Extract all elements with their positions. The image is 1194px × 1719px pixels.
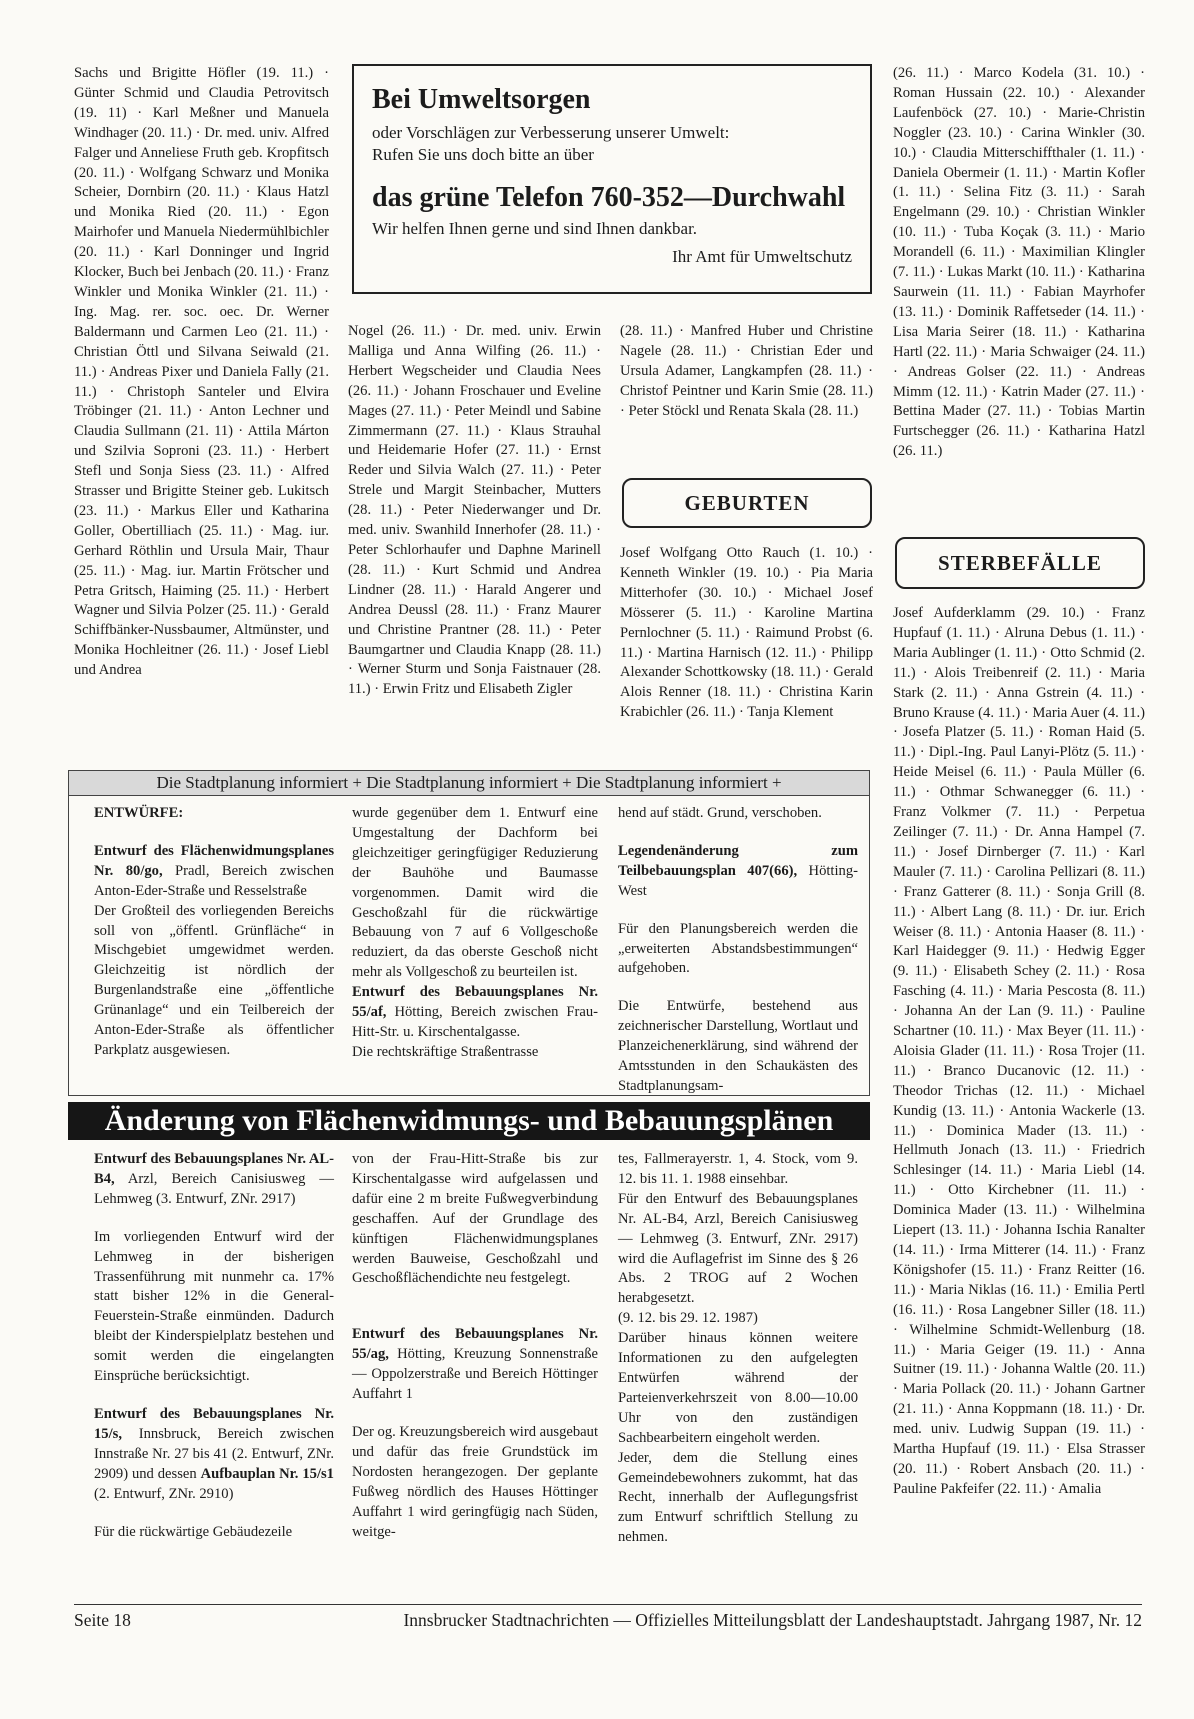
entwurf-55ag bbox=[352, 1325, 598, 1405]
entwurf-55ag-area: Hötting, Kreuzung Sonnenstraße — Oppolzerstraße und Bereich Höttinger Auffahrt 1 bbox=[352, 1346, 598, 1403]
legendenaenderung-title: Legendenänderung zum Teilbebauungsplan 407(66), bbox=[618, 842, 858, 879]
geburten-text: Josef Wolfgang Otto Rauch (1. 10.) · Kenneth Winkler (19. 10.) · Pia Maria Mitterhofer (30. 10.) · Michael Josef Mösserer (5. 11.) · Karoline Martina Pernlochner (5. 11.) · Raimund Probst (6. 11.) · Martina Harnisch (12. 11.) · Philipp Alexander Schottkowsky (18. 11.) · Gerald Alois Renner (18. 11.) · Christina Karin Krabichler (26. 11.) · Tanja Klement bbox=[620, 545, 873, 721]
entwurf-alb4-text: Im vorliegenden Entwurf wird der Lehmweg in der bisherigen Trassenführung mit nunmehr ca. 17% statt bisher 12% in die General-Feuerstein-Straße einmünden. Dadurch bleibt der Kinderspielplatz bestehen und somit werden die eingelangten Einsprüche berücksichtigt. bbox=[94, 1228, 334, 1385]
aenderung-col3-text3: (9. 12. bis 29. 12. 1987) bbox=[618, 1310, 758, 1327]
entwurf-55af-text: Die rechtskräftige Straßentrasse bbox=[352, 1043, 539, 1060]
entwurf-15s-title: Entwurf des Bebauungsplanes Nr. 15/s, bbox=[94, 1405, 334, 1442]
umwelt-line-2: Rufen Sie uns doch bitte an über bbox=[372, 145, 594, 164]
entwurf-15s bbox=[94, 1405, 334, 1505]
sterbefaelle-column bbox=[893, 604, 1145, 1500]
entwurf-alb4 bbox=[94, 1150, 334, 1210]
aufbauplan-area: (2. Entwurf, ZNr. 2910) bbox=[94, 1485, 234, 1502]
entwuerfe-heading: ENTWÜRFE: bbox=[94, 805, 184, 821]
legendenaenderung-text: Für den Planungsbereich werden die „erweiterten Abstandsbestimmungen“ aufgehoben. bbox=[618, 920, 858, 977]
entwurf-80go-area: Pradl, Bereich zwischen Anton-Eder-Straße und Resselstraße bbox=[94, 862, 335, 899]
aenderung-col-3 bbox=[618, 1150, 858, 1548]
stadtplanung-col-1 bbox=[94, 804, 334, 1061]
umwelt-line-3: Wir helfen Ihnen gerne und sind Ihnen dankbar. bbox=[372, 219, 698, 238]
publication-line: Innsbrucker Stadtnachrichten — Offizielles Mitteilungsblatt der Landeshauptstadt. Jahrgang 1987, Nr. 12 bbox=[403, 1610, 1142, 1630]
entwurf-alb4-title: Entwurf des Bebauungsplanes Nr. AL-B4, bbox=[94, 1151, 334, 1187]
entwurf-80go-title: Entwurf des Flächenwidmungsplanes Nr. 80/go, bbox=[94, 842, 334, 879]
aenderung-col-2 bbox=[352, 1150, 598, 1542]
stadtplanung-col-2 bbox=[352, 804, 598, 1063]
geburten-column bbox=[620, 544, 873, 723]
entwurf-55ag-text: Der og. Kreuzungsbereich wird ausgebaut und dafür das freie Grundstück im Nordosten herangezogen. Der geplante Fußweg nördlich des Hauses Höttinger Auffahrt 1 wird geringfügig nach Süden, weitge- bbox=[352, 1423, 598, 1540]
marriages-text-left: Sachs und Brigitte Höfler (19. 11.) · Günter Schmid und Claudia Petrovitsch (19. 11) · Karl Meßner und Manuela Windhager (20. 11.) · Dr. med. univ. Alfred Falger und Anneliese Fruth geb. Kropfitsch (20. 11.) · Wolfgang Schwarz und Monika Scheier, Dornbirn (20. 11.) · Klaus Hatzl und Monika Ried (20. 11.) · Egon Mairhofer und Manuela Niedermühlbichler (20. 11.) · Karl Donninger und Ingrid Klocker, Buch bei Jenbach (20. 11.) · Franz Winkler und Monika Winkler (21. 11.) · Ing. Mag. rer. soc. oec. Dr. Werner Baldermann und Carmen Leo (21. 11.) · Christian Öttl und Silvana Seiwald (21. 11.) · Andreas Pixer und Daniela Fally (21. 11.) · Christoph Santeler und Elvira Tröbinger (21. 11.) · Anton Lechner und Claudia Sullmann (21. 11) · Attila Márton und Szilvia Soproni (23. 11.) · Herbert Stefl und Sonja Siess (23. 11.) · Alfred Strasser und Brigitte Steiner geb. Lukitsch (23. 11.) · Markus Eller und Katharina Goller, Obertilliach (25. 11.) · Mag. iur. Gerhard Röthlin und Ursula Mair, Thaur (25. 11.) · Mag. iur. Martin Frötscher und Petra Gritsch, Haiming (25. 11.) · Herbert Wagner und Silvia Polzer (25. 11.) · Gerald Schiffbänker-Nussbaumer, Altmünster, und Monika Hochleitner (26. 11.) · Josef Liebl und Andrea bbox=[74, 65, 329, 679]
marriages-column-mid bbox=[348, 322, 601, 700]
aenderung-col3-text1: tes, Fallmerayerstr. 1, 4. Stock, vom 9. 12. bis 11. 1. 1988 einsehbar. bbox=[618, 1151, 858, 1187]
entwurf-55ag-title: Entwurf des Bebauungsplanes Nr. 55/ag, bbox=[352, 1326, 598, 1363]
entwurf-alb4-area: Arzl, Bereich Canisiusweg — Lehmweg (3. Entwurf, ZNr. 2917) bbox=[94, 1170, 334, 1207]
entwurf-55af-title: Entwurf des Bebauungsplanes Nr. 55/af, bbox=[352, 984, 598, 1021]
marriages-text-third: (28. 11.) · Manfred Huber und Christine Nagele (28. 11.) · Christian Eder und Ursula Adamer, Langkampfen (28. 11.) · Christof Peintner und Karin Smie (28. 11.) · Peter Stöckl und Renata Skala (28. 11.) bbox=[620, 323, 873, 419]
umwelt-signature: Ihr Amt für Umweltschutz bbox=[672, 247, 852, 266]
aenderung-col3-text4: Darüber hinaus können weitere Informationen zu den aufgelegten Entwürfen während der Parteienverkehrszeit von 8.00—10.00 Uhr von den zuständigen Sachbearbeitern eingeholt werden. bbox=[618, 1330, 858, 1446]
stadtplanung-col2-text: wurde gegenüber dem 1. Entwurf eine Umgestaltung der Dachform bei gleichzeitiger geringfügiger Reduzierung der Bauhöhe und Baumasse vorgenommen. Damit wird die Geschoßzahl für die rückwärtige Bebauung von 7 auf 6 Vollgeschoße reduziert, da das oberste Geschoß nicht mehr als Vollgeschoß zu beurteilen ist. bbox=[352, 805, 598, 981]
entwurf-15s-text: Für die rückwärtige Gebäudezeile bbox=[94, 1523, 293, 1540]
entwurf-80go-text: Der Großteil des vorliegenden Bereichs soll von „öffentl. Grünfläche“ in Mischgebiet umgewidmet werden. Gleichzeitig ist nördlich der Burgenlandstraße eine „öffentliche Grünanlage“ und ein Teilbereich der Anton-Eder-Straße als öffentlicher Parkplatz ausgewiesen. bbox=[94, 902, 334, 1058]
geburten-heading: GEBURTEN bbox=[622, 478, 872, 528]
aenderung-col3-text2: Für den Entwurf des Bebauungsplanes Nr. AL-B4, Arzl, Bereich Canisiusweg — Lehmweg (3. Entwurf, ZNr. 2917) wird die Auflagefrist im Sinne des § 26 Abs. 2 TROG auf 2 Wochen herabgesetzt. bbox=[618, 1190, 858, 1307]
umwelt-heading: Bei Umweltsorgen bbox=[372, 84, 591, 115]
aufbauplan-title: Aufbauplan Nr. 15/s1 bbox=[200, 1465, 334, 1482]
umwelt-phone-heading: das grüne Telefon 760-352—Durchwahl bbox=[372, 182, 846, 213]
sterbefaelle-heading: STERBEFÄLLE bbox=[895, 537, 1145, 589]
entwuerfe-einsicht-text: Die Entwürfe, bestehend aus zeichnerischer Darstellung, Wortlaut und Planzeichenerklärung, sind während der Amtsstunden in den Schaukästen des Stadtplanungsam- bbox=[618, 998, 858, 1094]
entwurf-80go bbox=[94, 842, 334, 902]
legendenaenderung-area: Hötting-West bbox=[618, 862, 858, 899]
marriages-column-left bbox=[74, 64, 329, 681]
stadtplanung-col-3 bbox=[618, 804, 858, 1097]
legendenaenderung bbox=[618, 842, 858, 902]
page-footer bbox=[74, 1604, 1142, 1630]
marriages-column-third bbox=[620, 322, 873, 422]
stadtplanung-band: Die Stadtplanung informiert + Die Stadtplanung informiert + Die Stadtplanung informiert + bbox=[68, 770, 870, 796]
births-text-right: (26. 11.) · Marco Kodela (31. 10.) · Roman Hussain (22. 10.) · Alexander Laufenböck (27. 10.) · Marie-Christin Noggler (23. 10.) · Carina Winkler (30. 10.) · Claudia Mitterschiffthaler (1. 11.) · Daniela Obermeir (1. 11.) · Martin Kofler (1. 11.) · Selina Fitz (3. 11.) · Sarah Engelmann (29. 10.) · Christian Winkler (10. 11.) · Tuba Koçak (3. 11.) · Mario Morandell (6. 11.) · Maximilian Klingler (7. 11.) · Lukas Markt (10. 11.) · Katharina Saurwein (11. 11.) · Fabian Mayrhofer (13. 11.) · Dominik Raffetseder (14. 11.) · Lisa Maria Seirer (18. 11.) · Katharina Hartl (22. 11.) · Maria Schwaiger (24. 11.) · Andreas Golser (22. 11.) · Andreas Mimm (12. 11.) · Katrin Mader (27. 11.) · Bettina Mader (27. 11.) · Tobias Martin Furtschegger (26. 11.) · Katharina Hatzl (26. 11.) bbox=[893, 65, 1145, 460]
umwelt-line-1: oder Vorschlägen zur Verbesserung unserer Umwelt: bbox=[372, 123, 730, 142]
aenderung-col3-text5: Jeder, dem die Stellung eines Gemeindebewohners zukommt, hat das Recht, innerhalb der Auflegungsfrist zum Entwurf schriftlich Stellung zu nehmen. bbox=[618, 1449, 858, 1546]
entwurf-55af bbox=[352, 983, 598, 1043]
entwurf-15s-area: Innsbruck, Bereich zwischen Innstraße Nr. 27 bis 41 (2. Entwurf, ZNr. 2909) und dessen bbox=[94, 1425, 334, 1482]
stadtplanung-col3-top: hend auf städt. Grund, verschoben. bbox=[618, 805, 822, 821]
page-number: Seite 18 bbox=[74, 1610, 131, 1630]
entwurf-55af-area: Hötting, Bereich zwischen Frau-Hitt-Str. u. Kirschentalgasse. bbox=[352, 1004, 598, 1040]
births-column-right bbox=[893, 64, 1145, 462]
sterbefaelle-text: Josef Aufderklamm (29. 10.) · Franz Hupfauf (1. 11.) · Alruna Debus (1. 11.) · Maria Aublinger (1. 11.) · Otto Schmid (2. 11.) · Alois Treibenreif (2. 11.) · Maria Stark (2. 11.) · Anna Gstrein (4. 11.) · Bruno Krause (4. 11.) · Maria Auer (4. 11.) · Josefa Platzer (5. 11.) · Roman Haid (5. 11.) · Dipl.-Ing. Paul Lanyi-Plötz (5. 11.) · Heide Meisel (6. 11.) · Paula Müller (6. 11.) · Othmar Schwanegger (6. 11.) · Franz Volkmer (7. 11.) · Perpetua Zeilinger (7. 11.) · Dr. Anna Hampel (7. 11.) · Josef Dirnberger (7. 11.) · Karl Mauler (7. 11.) · Carolina Pellizari (8. 11.) · Franz Gatterer (8. 11.) · Sonja Grill (8. 11.) · Albert Lang (8. 11.) · Dr. iur. Erich Weiser (8. 11.) · Antonia Haaser (8. 11.) · Karl Haidegger (9. 11.) · Hedwig Egger (9. 11.) · Elisabeth Schey (2. 11.) · Rosa Fasching (4. 11.) · Maria Pescosta (8. 11.) · Johanna An der Lan (9. 11.) · Pauline Schartner (10. 11.) · Max Beyer (11. 11.) · Aloisia Glader (11. 11.) · Rosa Trojer (11. 11.) · Branco Ducanovic (12. 11.) · Theodor Trichas (12. 11.) · Michael Kundig (13. 11.) · Antonia Wackerle (13. 11.) · Dominica Mader (13. 11.) · Hellmuth Jonach (13. 11.) · Friedrich Schlesinger (14. 11.) · Maria Liebl (14. 11.) · Otto Kirchebner (11. 11.) · Dominica Mader (13. 11.) · Wilhelmina Liepert (13. 11.) · Johanna Ischia Ranalter (14. 11.) · Irma Mitterer (14. 11.) · Franz Königshofer (15. 11.) · Franz Reitter (16. 11.) · Maria Niklas (16. 11.) · Emilia Pertl (16. 11.) · Rosa Langebner Siller (18. 11.) · Wilhelmine Schmidt-Wellenburg (18. 11.) · Maria Geiger (19. 11.) · Anna Suitner (19. 11.) · Johanna Waltle (20. 11.) · Maria Pollack (20. 11.) · Johann Gartner (21. 11.) · Anna Koppmann (18. 11.) · Dr. med. univ. Ludwig Suppan (19. 11.) · Martha Hupfauf (19. 11.) · Elsa Strasser (20. 11.) · Robert Ansbach (20. 11.) · Pauline Pakfeifer (22. 11.) · Amalia bbox=[893, 605, 1145, 1497]
aenderung-title: Änderung von Flächenwidmungs- und Bebauungsplänen bbox=[68, 1102, 870, 1140]
aenderung-col2-text: von der Frau-Hitt-Straße bis zur Kirschentalgasse wird aufgelassen und dafür eine 2 m breite Fußwegverbindung geschaffen. Auf der Grundlage des künftigen Flächenwidmungsplanes werden Bauweise, Geschoßzahl und Geschoßflächendichte neu festgelegt. bbox=[352, 1151, 598, 1287]
aenderung-col-1 bbox=[94, 1150, 334, 1542]
marriages-text-mid: Nogel (26. 11.) · Dr. med. univ. Erwin Malliga und Anna Wilfing (26. 11.) · Herbert Wegscheider und Claudia Nees (26. 11.) · Johann Froschauer und Eveline Mages (27. 11.) · Peter Meindl und Sabine Zimmermann (27. 11.) · Klaus Strauhal und Heidemarie Hofer (27. 11.) · Ernst Reder und Silvia Walch (27. 11.) · Peter Strele und Margit Steinbacher, Mutters (28. 11.) · Peter Niederwanger und Dr. med. univ. Swanhild Innerhofer (28. 11.) · Peter Schlorhaufer und Daphne Marinell (28. 11.) · Kurt Schmid und Andrea Lindner (28. 11.) · Harald Angerer und Andrea Deussl (28. 11.) · Franz Maurer und Christine Prantner (28. 11.) · Peter Baumgartner und Claudia Knapp (28. 11.) · Werner Sturm und Sonja Faistnauer (28. 11.) · Erwin Fritz und Elisabeth Zigler bbox=[348, 323, 601, 698]
umwelt-notice-box bbox=[352, 64, 872, 294]
